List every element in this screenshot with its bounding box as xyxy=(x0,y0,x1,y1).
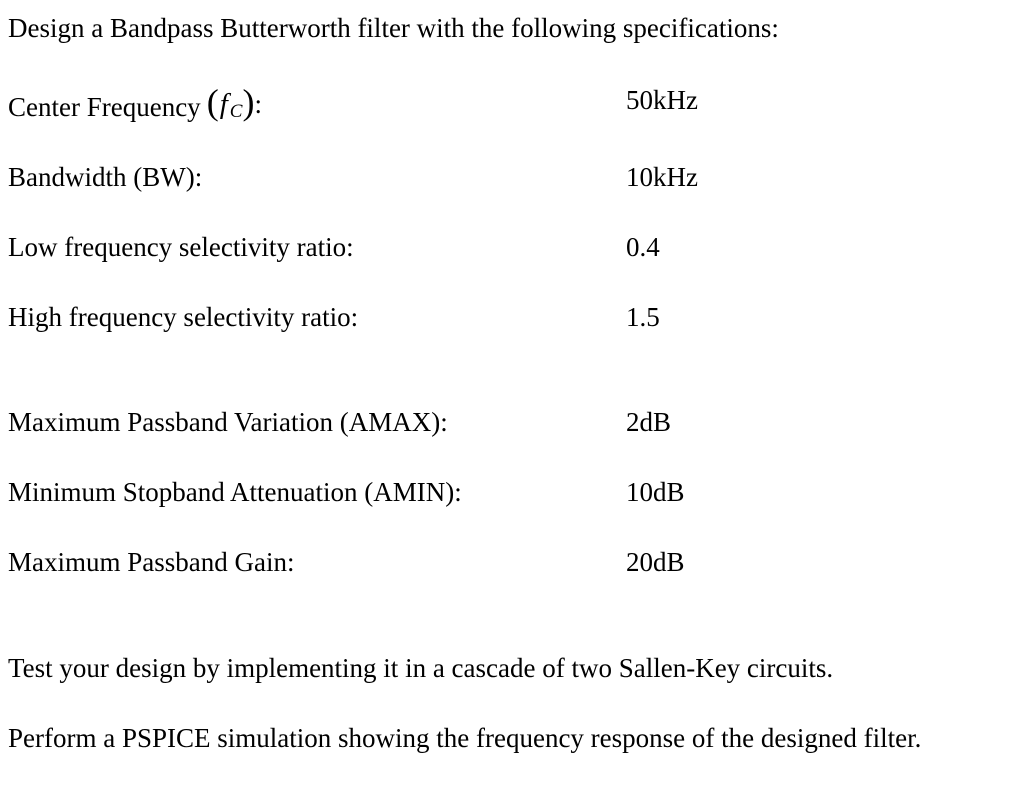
spec-label-passband-gain: Maximum Passband Gain: xyxy=(8,547,295,577)
formula-suffix: : xyxy=(254,88,262,119)
instruction-pspice: Perform a PSPICE simulation showing the frequency response of the designed filter. xyxy=(8,723,922,753)
spec-label-center-frequency xyxy=(8,82,262,122)
spec-label-low-selectivity: Low frequency selectivity ratio: xyxy=(8,232,354,262)
spec-label-amin: Minimum Stopband Attenuation (AMIN): xyxy=(8,477,462,507)
center-frequency-formula xyxy=(206,82,262,122)
spec-label-amax: Maximum Passband Variation (AMAX): xyxy=(8,407,448,437)
spec-value-low-selectivity: 0.4 xyxy=(626,232,660,262)
spec-label-center-frequency-text: Center Frequency xyxy=(8,92,201,122)
spec-value-bandwidth: 10kHz xyxy=(626,162,698,192)
spec-value-amin: 10dB xyxy=(626,477,685,507)
intro-text: Design a Bandpass Butterworth filter with the following specifications: xyxy=(8,13,779,43)
spec-label-high-selectivity: High frequency selectivity ratio: xyxy=(8,302,359,332)
open-paren: ( xyxy=(206,82,219,122)
spec-value-center-frequency: 50kHz xyxy=(626,85,698,115)
spec-value-passband-gain: 20dB xyxy=(626,547,685,577)
formula-subscript: C xyxy=(229,100,243,122)
formula-variable: f xyxy=(219,87,228,120)
spec-value-amax: 2dB xyxy=(626,407,672,437)
instruction-sallen-key: Test your design by implementing it in a cascade of two Sallen-Key circuits. xyxy=(8,653,834,683)
spec-label-bandwidth: Bandwidth (BW): xyxy=(8,162,203,192)
close-paren: ) xyxy=(242,82,255,122)
spec-value-high-selectivity: 1.5 xyxy=(626,302,660,332)
